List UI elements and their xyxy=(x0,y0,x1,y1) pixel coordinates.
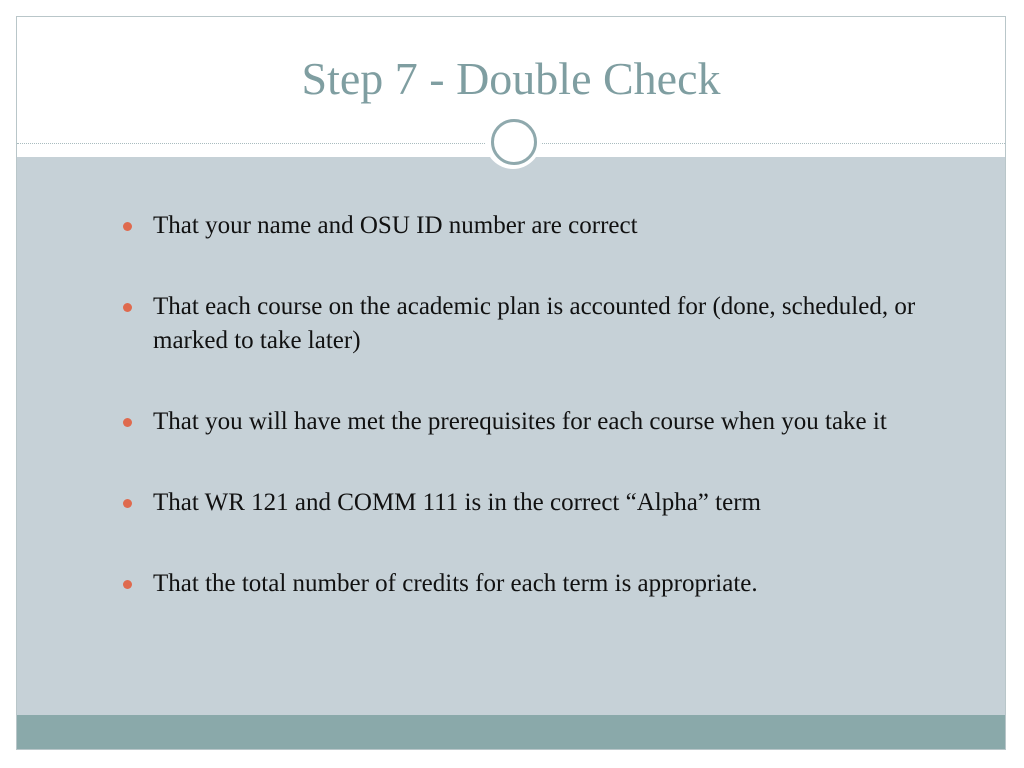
bullet-text: That the total number of credits for each term is appropriate. xyxy=(153,570,758,597)
circle-ring-icon xyxy=(491,119,537,165)
bullet-text: That you will have met the prerequisites for each course when you take it xyxy=(153,408,887,435)
bullet-text: That each course on the academic plan is accounted for (done, scheduled, or marked to take later) xyxy=(153,293,916,354)
slide xyxy=(16,16,1006,750)
bullet-item xyxy=(123,405,963,439)
bullet-dot-icon xyxy=(123,418,132,427)
bullet-list xyxy=(123,209,963,648)
bullet-item xyxy=(123,290,963,358)
bullet-dot-icon xyxy=(123,222,132,231)
bullet-dot-icon xyxy=(123,303,132,312)
footer-bar xyxy=(17,715,1005,749)
slide-title: Step 7 - Double Check xyxy=(301,53,721,104)
bullet-text: That WR 121 and COMM 111 is in the correct “Alpha” term xyxy=(153,489,761,516)
bullet-item xyxy=(123,209,963,243)
circle-ornament-icon xyxy=(485,113,541,169)
bullet-dot-icon xyxy=(123,580,132,589)
bullet-item xyxy=(123,567,963,601)
bullet-dot-icon xyxy=(123,499,132,508)
bullet-item xyxy=(123,486,963,520)
bullet-text: That your name and OSU ID number are correct xyxy=(153,212,638,239)
